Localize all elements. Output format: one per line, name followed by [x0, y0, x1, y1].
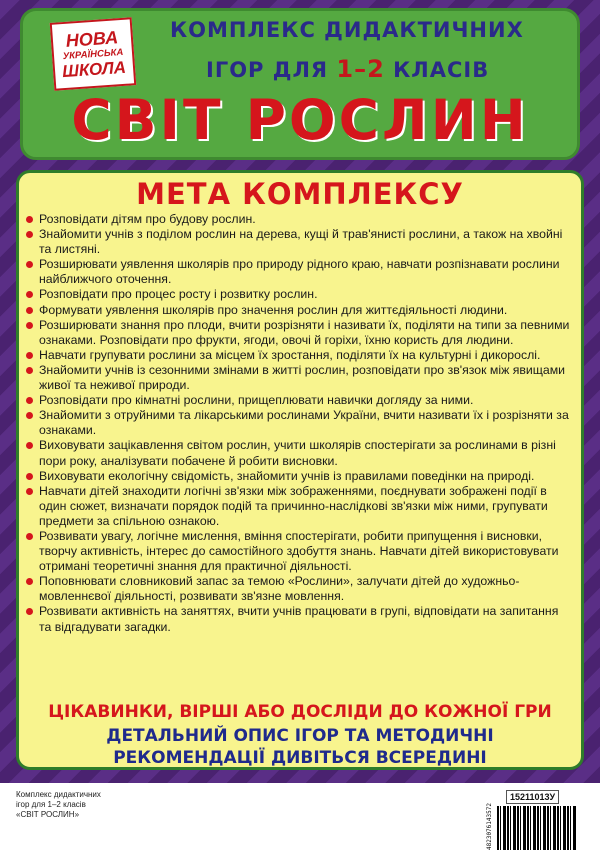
goal-item: Розширювати уявлення школярів про природу рідного краю, навчати розпізнавати рослини найближчого оточення.	[26, 257, 574, 287]
goal-item: Навчати групувати рослини за місцем їх зростання, поділяти їх на культурні і дикорослі.	[26, 348, 574, 363]
grade-range: 1–2	[336, 55, 385, 83]
header-line-1: КОМПЛЕКС ДИДАКТИЧНИХ	[170, 18, 524, 42]
goal-item: Розширювати знання про плоди, вчити розрізняти і називати їх, поділяти на типи за певними ознаками. Розповідати про фрукти, ягоди, овочі й горіхи, їхню користь для людини.	[26, 318, 574, 348]
imprint-line-2: ігор для 1–2 класів	[16, 800, 86, 809]
goal-item: Виховувати екологічну свідомість, знайомити учнів із правилами поведінки на природі.	[26, 469, 574, 484]
barcode-icon	[497, 806, 577, 850]
goal-item: Розвивати увагу, логічне мислення, вміння спостерігати, робити припущення і висновки, творчу активність, інтерес до самостійного здобуття знань. Навчати дітей використовувати отримані теоретичні знання для практичної діяльності.	[26, 529, 574, 574]
goal-item: Знайомити учнів із сезонними змінами в житті рослин, розповідати про зв'язок між явищами живої та неживої природи.	[26, 363, 574, 393]
goal-item: Розвивати активність на заняттях, вчити учнів працювати в групі, відповідати на запитання та відгадувати загадки.	[26, 604, 574, 634]
goal-item: Навчати дітей знаходити логічні зв'язки між зображеннями, поєднувати зображені події в один сюжет, визначати порядок подій та причинно-наслідкові зв'язки між ними, групувати предмети за спільною ознакою.	[26, 484, 574, 529]
goal-item: Поповнювати словниковий запас за темою «Рослини», залучати дітей до художньо-мовленнєвої діяльності, розвивати зв'язне мовлення.	[26, 574, 574, 604]
main-title: СВІТ РОСЛИН	[71, 88, 529, 152]
goal-list	[26, 212, 574, 635]
logo-line-1: НОВА	[65, 26, 119, 51]
imprint-line-1: Комплекс дидактичних	[16, 790, 101, 799]
goal-item: Формувати уявлення школярів про значення рослин для життєдіяльності людини.	[26, 303, 574, 318]
goal-item: Знайомити учнів з поділом рослин на дерева, кущі й трав'янисті рослини, а також на хвойні та листяні.	[26, 227, 574, 257]
goal-item: Розповідати про кімнатні рослини, прищеплювати навички догляду за ними.	[26, 393, 574, 408]
footer-highlight: ЦІКАВИНКИ, ВІРШІ АБО ДОСЛІДИ ДО КОЖНОЇ ГРИ	[48, 702, 552, 722]
goal-item: Знайомити з отруйними та лікарськими рослинами України, вчити називати їх і розрізняти за ознаками.	[26, 408, 574, 438]
header-line-2	[206, 55, 489, 83]
goal-title: МЕТА КОМПЛЕКСУ	[136, 177, 464, 211]
logo-line-3: ШКОЛА	[61, 58, 127, 82]
footer-note-line-2: РЕКОМЕНДАЦІЇ ДИВІТЬСЯ ВСЕРЕДИНІ	[113, 748, 487, 768]
goal-item: Розповідати дітям про будову рослин.	[26, 212, 574, 227]
logo-line-2: УКРАЇНСЬКА	[62, 46, 124, 62]
imprint	[16, 790, 101, 820]
header-line-2-post: КЛАСІВ	[384, 58, 490, 82]
imprint-line-3: «СВІТ РОСЛИН»	[16, 810, 80, 819]
footer-note-line-1: ДЕТАЛЬНИЙ ОПИС ІГОР ТА МЕТОДИЧНІ	[106, 726, 494, 746]
header-line-2-pre: ІГОР ДЛЯ	[206, 58, 337, 82]
product-code: 15211013У	[506, 790, 559, 804]
goal-item: Розповідати про процес росту і розвитку рослин.	[26, 287, 574, 302]
goal-item: Виховувати зацікавлення світом рослин, учити школярів спостерігати за рослинами в різні пори року, аналізувати побачене й робити висновки.	[26, 438, 574, 468]
publisher-logo	[50, 17, 137, 91]
barcode-number: 4823076143572	[486, 803, 493, 850]
